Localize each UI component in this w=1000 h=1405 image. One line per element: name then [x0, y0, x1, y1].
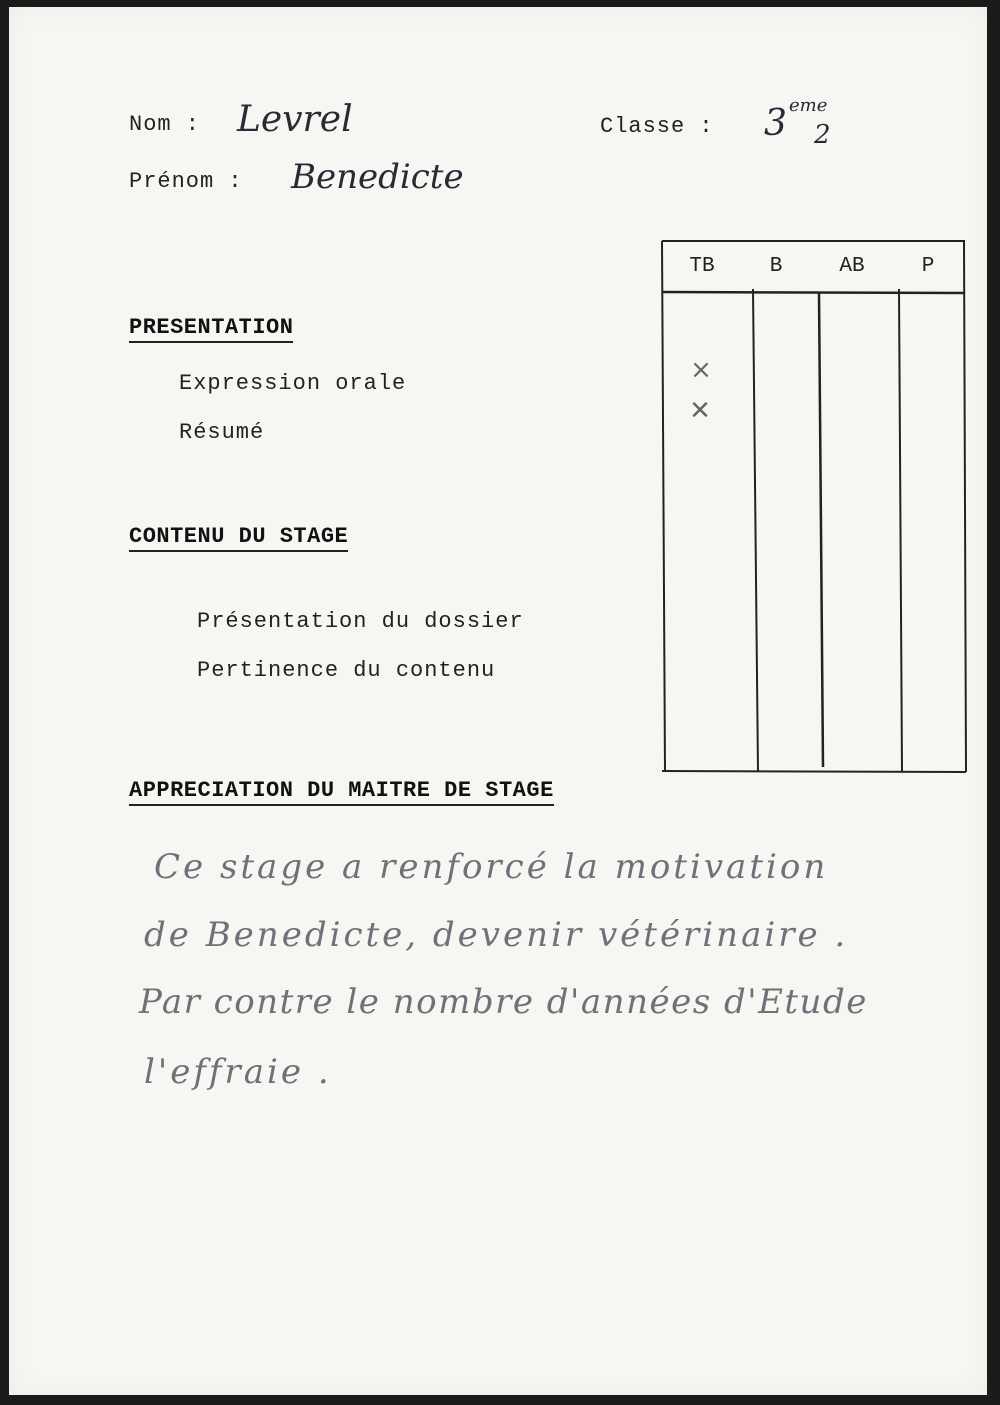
appreciation-line-1: Ce stage a renforcé la motivation	[154, 847, 829, 887]
prenom-value: Benedicte	[291, 157, 464, 197]
column-p: P	[921, 255, 935, 278]
appreciation-line-4: l'effraie .	[144, 1052, 332, 1092]
section-contenu-title: CONTENU DU STAGE	[129, 524, 348, 552]
nom-value: Levrel	[237, 99, 353, 140]
form-page	[9, 7, 987, 1395]
item-pertinence-contenu: Pertinence du contenu	[197, 658, 496, 683]
appreciation-line-2: de Benedicte, devenir vétérinaire .	[144, 915, 849, 955]
item-resume: Résumé	[179, 420, 265, 445]
column-ab: AB	[839, 255, 865, 278]
classe-label: Classe :	[600, 114, 714, 139]
prenom-label: Prénom :	[129, 169, 243, 194]
appreciation-line-3: Par contre le nombre d'années d'Etude	[139, 982, 868, 1022]
mark-resume-tb: ✕	[689, 396, 711, 426]
item-presentation-dossier: Présentation du dossier	[197, 609, 524, 634]
column-tb: TB	[689, 255, 715, 278]
item-expression-orale: Expression orale	[179, 371, 407, 396]
mark-expression-orale-tb: ×	[690, 355, 712, 385]
section-appreciation-title: APPRECIATION DU MAITRE DE STAGE	[129, 778, 554, 806]
column-b: B	[769, 255, 783, 278]
grading-table-grid	[659, 239, 974, 784]
classe-group: 2	[814, 120, 831, 150]
classe-superscript: eme	[789, 95, 828, 116]
section-presentation-title: PRESENTATION	[129, 315, 293, 343]
nom-label: Nom :	[129, 112, 201, 137]
classe-value: 3	[764, 103, 787, 144]
